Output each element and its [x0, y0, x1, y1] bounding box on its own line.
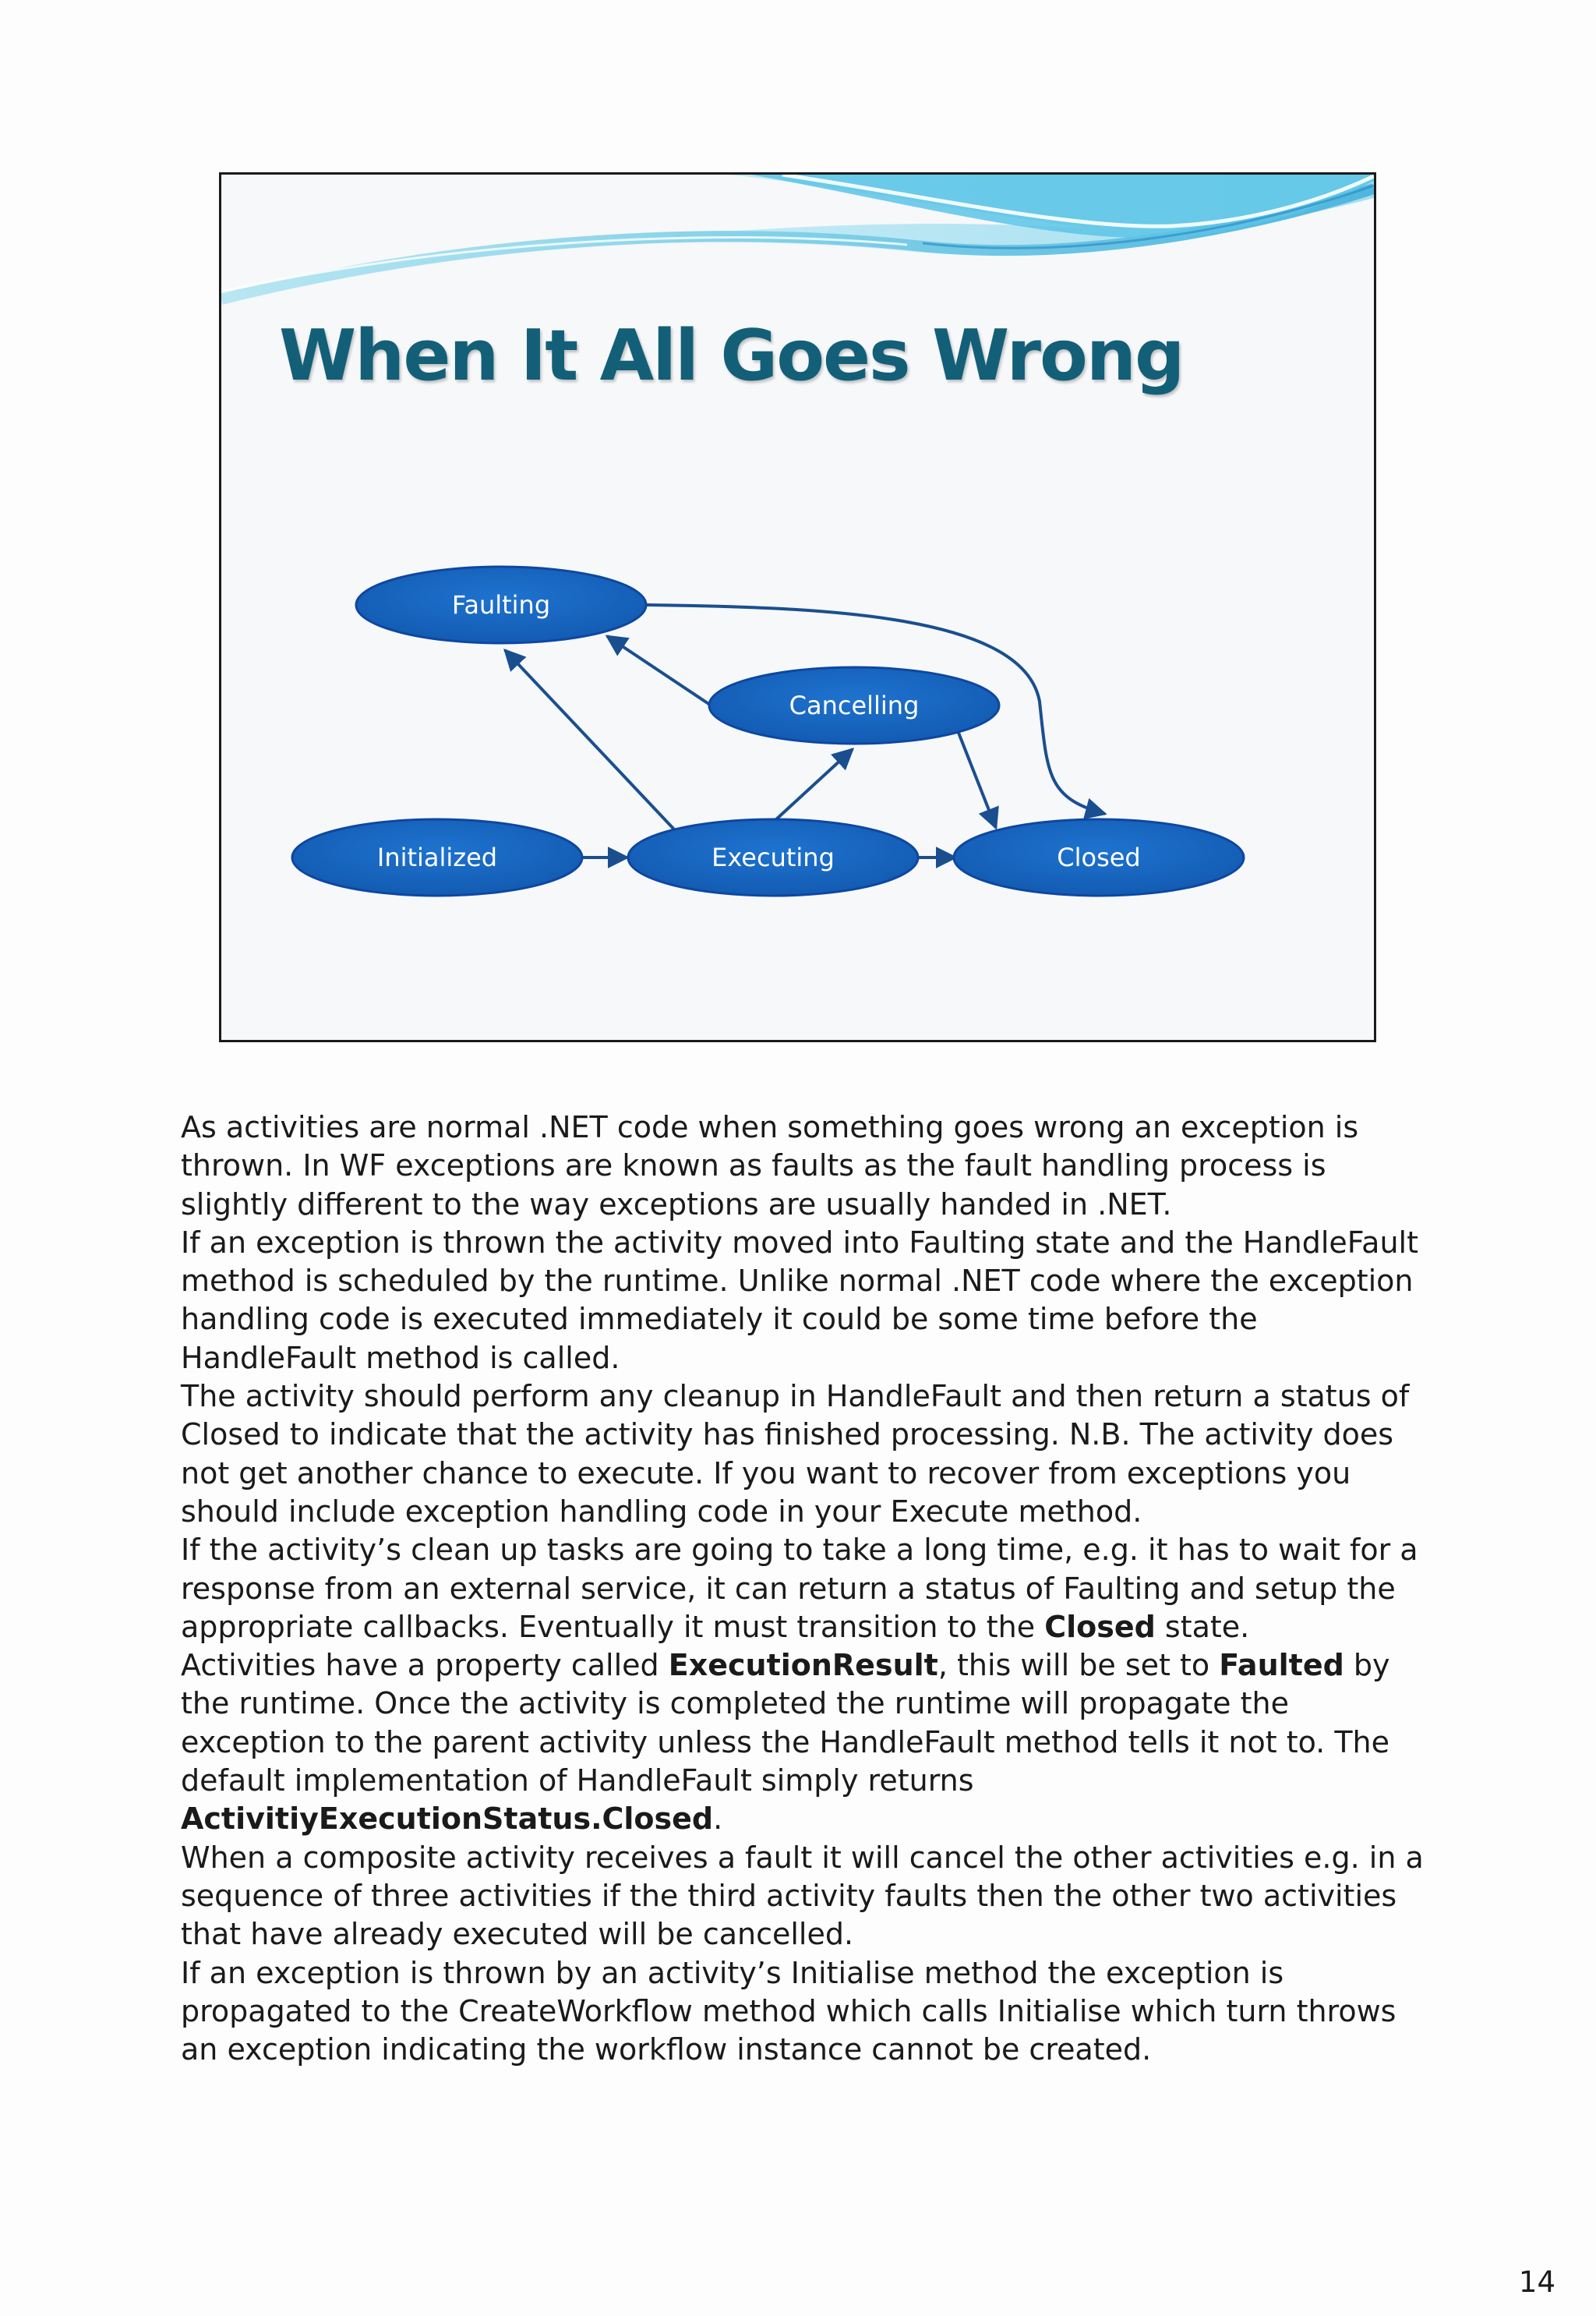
slide-image — [219, 172, 1376, 1042]
notes-p4-text: If the activity’s clean up tasks are going to take a long time, e.g. it has to wait for a response from an external service, it can return a status of Faulting and setup the appropriate callbacks. Eventually it must transition to the — [181, 1533, 1418, 1644]
slide-title: When It All Goes Wrong — [279, 315, 1184, 397]
notes-p5-d: by the runtime. Once the activity is completed the runtime will propagate the exception to the parent activity unless the HandleFault method tells it not to. The default implementation of HandleFault simply returns — [181, 1648, 1390, 1798]
node-faulting — [356, 567, 646, 643]
page-number: 14 — [1518, 2265, 1555, 2299]
notes-p4-end: state. — [1155, 1609, 1250, 1644]
notes-paragraph-1: As activities are normal .NET code when something goes wrong an exception is thrown. In WF exceptions are known as faults as the fault handling process is slightly different to the way exceptions are usually handed in .NET. — [181, 1110, 1359, 1222]
notes-paragraph-5 — [181, 1646, 1435, 1838]
notes-p5-a: Activities have a property called — [181, 1648, 669, 1683]
node-initialized-label: Initialized — [376, 843, 498, 872]
notes-p5-bold-status-closed: ActivitiyExecutionStatus.Closed — [181, 1802, 714, 1837]
edge-executing-faulting — [505, 650, 676, 831]
node-initialized — [292, 819, 582, 896]
node-executing — [628, 819, 918, 896]
notes-paragraph-3: The activity should perform any cleanup in HandleFault and then return a status of Closed to indicate that the activity has finished processing. N.B. The activity does not get another chance to execute. If you want to recover from exceptions you should include exception handling code in your Execute method. — [181, 1379, 1410, 1529]
notes-p5-e: . — [713, 1802, 723, 1837]
node-closed — [954, 819, 1244, 896]
node-faulting-label: Faulting — [451, 590, 551, 620]
notes-p5-bold-faulted: Faulted — [1219, 1648, 1344, 1683]
notes-paragraph-4 — [181, 1531, 1435, 1646]
node-closed-label: Closed — [1057, 843, 1141, 872]
notes-p5-c: , this will be set to — [937, 1648, 1220, 1683]
edge-cancelling-closed — [959, 733, 996, 828]
speaker-notes — [181, 1108, 1435, 2069]
state-diagram — [221, 175, 1374, 1040]
node-cancelling — [709, 667, 999, 744]
edge-executing-cancelling — [775, 749, 853, 820]
node-executing-label: Executing — [711, 843, 835, 872]
notes-p5-bold-executionresult: ExecutionResult — [668, 1648, 938, 1683]
edge-cancelling-faulting — [607, 636, 710, 705]
notes-paragraph-6: When a composite activity receives a fault it will cancel the other activities e.g. in a sequence of three activities if the third activity faults then the other two activities that have already executed will be cancelled. — [181, 1840, 1424, 1952]
notes-paragraph-2: If an exception is thrown the activity moved into Faulting state and the HandleFault method is scheduled by the runtime. Unlike normal .NET code where the exception handling code is executed immediately it could be some time before the HandleFault method is called. — [181, 1225, 1418, 1375]
node-cancelling-label: Cancelling — [789, 691, 920, 720]
notes-p4-bold-closed: Closed — [1044, 1609, 1156, 1644]
notes-paragraph-7: If an exception is thrown by an activity’s Initialise method the exception is propagated to the CreateWorkflow method which calls Initialise which turn throws an exception indicating the workflow instance cannot be created. — [181, 1955, 1396, 2067]
